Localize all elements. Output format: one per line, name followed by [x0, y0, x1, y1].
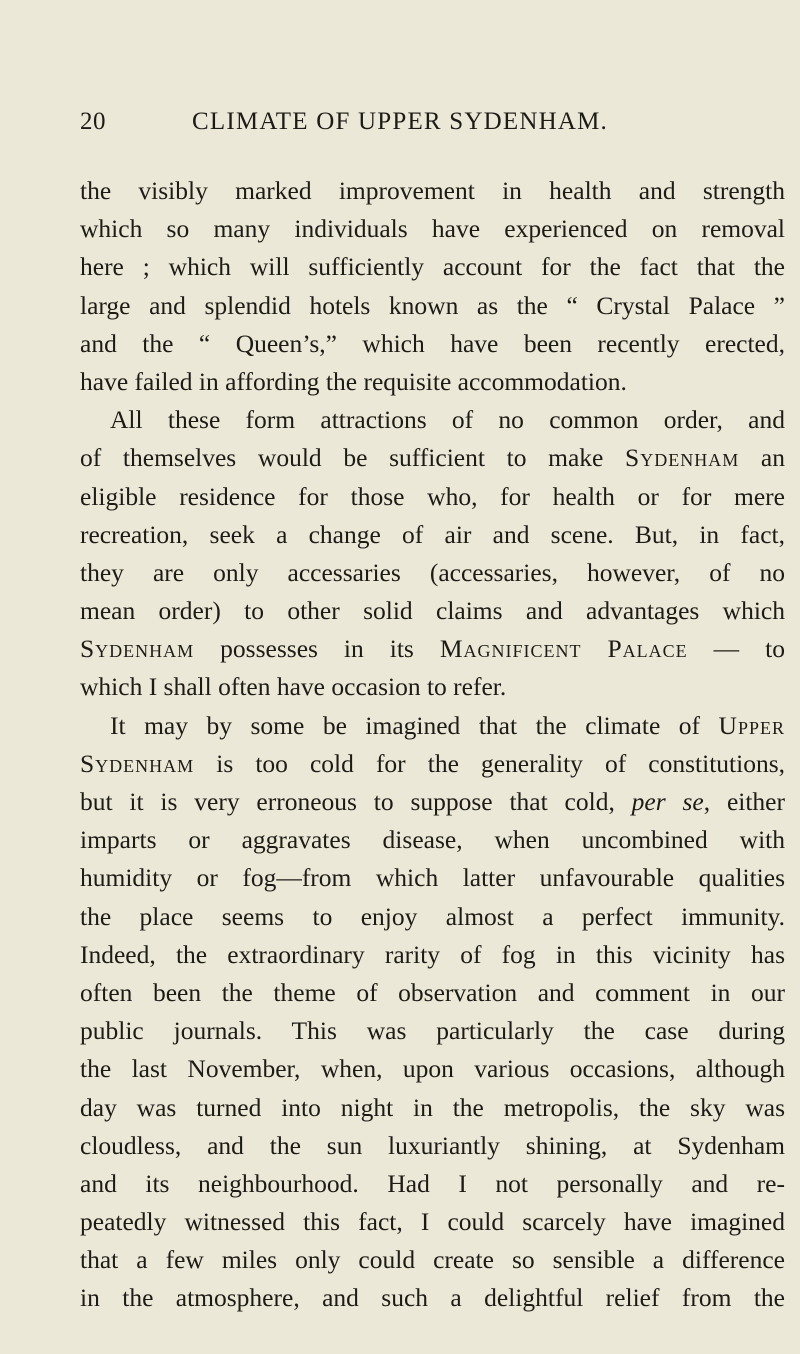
text-line: which I shall often have occasion to refer. [80, 672, 507, 702]
text-line: have failed in affording the requisite accommodation. [80, 366, 627, 396]
text-line: public journals. This was particularly the case during [80, 1016, 785, 1046]
text-line: imparts or aggravates disease, when uncombined with [80, 825, 785, 855]
text-line: peatedly witnessed this fact, I could scarcely have imagined [80, 1207, 785, 1237]
running-head [0, 108, 800, 148]
text-line: that a few miles only could create so sensible a difference [80, 1245, 785, 1275]
text-line: humidity or fog—from which latter unfavourable qualities [80, 863, 785, 893]
text-line: large and splendid hotels known as the “ Crystal Palace ” [80, 290, 785, 320]
text-line: of themselves would be sufficient to make Sydenham an [80, 443, 785, 473]
text-line: often been the theme of observation and comment in our [80, 977, 785, 1007]
text-line: Sydenham possesses in its Magnificent Palace — to [80, 634, 785, 664]
text-line: Indeed, the extraordinary rarity of fog in this vicinity has [80, 939, 785, 969]
text-line: mean order) to other solid claims and advantages which [80, 596, 785, 626]
text-line: and its neighbourhood. Had I not personally and re- [80, 1168, 785, 1198]
running-title: CLIMATE OF UPPER SYDENHAM. [192, 108, 608, 135]
text-line: which so many individuals have experienced on removal [80, 214, 785, 244]
text-line: here ; which will sufficiently account for the fact that the [80, 252, 785, 282]
text-line: recreation, seek a change of air and scene. But, in fact, [80, 519, 785, 549]
text-line: but it is very erroneous to suppose that cold, per se, either [80, 787, 785, 816]
body-text [80, 172, 785, 1318]
text-line: they are only accessaries (accessaries, however, of no [80, 557, 785, 587]
page-number: 20 [80, 108, 106, 135]
text-line: Sydenham is too cold for the generality of constitutions, [80, 748, 785, 778]
text-line: All these form attractions of no common order, and [110, 405, 785, 435]
text-line: the last November, when, upon various occasions, although [80, 1054, 785, 1084]
text-line: and the “ Queen’s,” which have been recently erected, [80, 328, 785, 358]
text-line: the visibly marked improvement in health and strength [80, 176, 785, 205]
text-line: in the atmosphere, and such a delightful relief from the [80, 1283, 785, 1313]
text-line: eligible residence for those who, for health or for mere [80, 481, 785, 511]
text-line: cloudless, and the sun luxuriantly shining, at Sydenham [80, 1130, 785, 1160]
text-line: the place seems to enjoy almost a perfect immunity. [80, 901, 785, 931]
text-line: day was turned into night in the metropolis, the sky was [80, 1092, 785, 1122]
text-line: It may by some be imagined that the climate of Upper [110, 710, 785, 740]
